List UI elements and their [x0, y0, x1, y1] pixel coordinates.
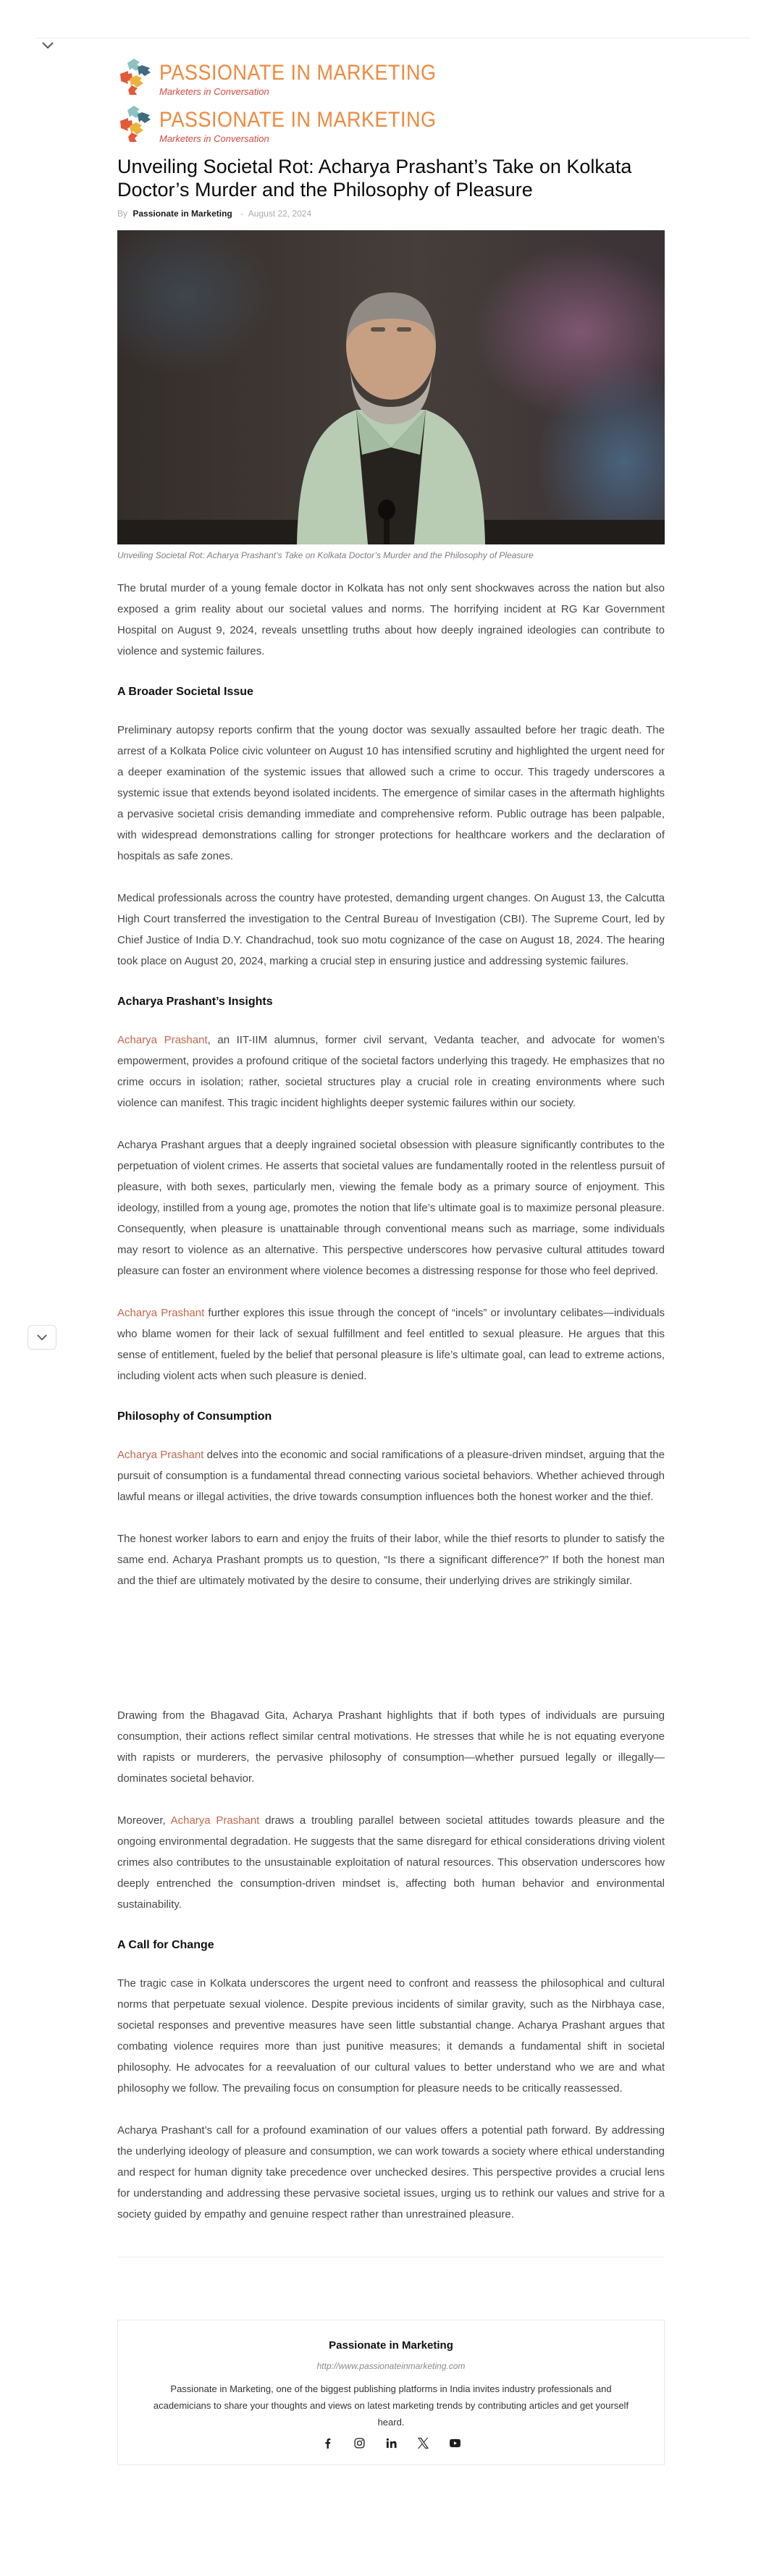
hero-figure — [117, 230, 665, 560]
author-box-bio: Passionate in Marketing, one of the biggest publishing platforms in India invites industry professionals and academicians to share your thoughts and views on latest marketing trends by contributing articles and get yourself heard. — [153, 2383, 629, 2428]
article-body — [117, 578, 665, 2225]
section-heading: A Broader Societal Issue — [117, 686, 253, 699]
image-caption: Unveiling Societal Rot: Acharya Prashant’s Take on Kolkata Doctor’s Murder and the Philosophy of Pleasure — [117, 550, 534, 561]
acharya-prashant-link[interactable]: Acharya Prashant — [117, 1307, 205, 1320]
article-paragraph: Drawing from the Bhagavad Gita, Acharya Prashant highlights that if both types of individuals are pursuing consumption, their actions reflect similar central motivations. He stresses that while he is not equating everyone with rapists or murderers, the pervasive philosophy of consumption—whether pursued legally or illegally—dominates societal behavior. — [117, 1709, 665, 1785]
pinwheel-arrows-logo-icon — [117, 105, 154, 143]
logo-title: PASSIONATE IN MARKETING — [159, 60, 437, 85]
article-paragraph: Preliminary autopsy reports confirm that the young doctor was sexually assaulted before her tragic death. The arrest of a Kolkata Police civic volunteer on August 10 has intensified scrutiny and highlighted the urgent need for a deeper examination of the systemic issues that allowed such a crime to occur. This tragedy underscores a systemic issue that extends beyond isolated incidents. The emergence of similar cases in the aftermath highlights a pervasive societal crisis demanding immediate and comprehensive reform. Public outrage has been palpable, with widespread demonstrations calling for stronger protections for healthcare workers and the declaration of hospitals as safe zones. — [117, 724, 665, 863]
byline-author-link[interactable]: Passionate in Marketing — [133, 209, 232, 219]
logo-tagline: Marketers in Conversation — [159, 133, 269, 144]
byline-date: August 22, 2024 — [248, 209, 312, 219]
article-paragraph: Acharya Prashant, an IIT-IIM alumnus, former civil servant, Vedanta teacher, and advocate for women’s empowerment, provides a profound critique of the societal factors underlying this tragedy. He emphasizes that no crime occurs in isolation; rather, societal structures play a crucial role in creating environments where such violence can manifest. This tragic incident highlights deeper systemic failures within our society. — [117, 1034, 665, 1110]
article-title: Unveiling Societal Rot: Acharya Prashant’s Take on Kolkata Doctor’s Murder and the Philosophy of Pleasure — [117, 156, 632, 201]
section-heading: Philosophy of Consumption — [117, 1410, 272, 1423]
article-paragraph: Medical professionals across the country have protested, demanding urgent changes. On August 13, the Calcutta High Court transferred the investigation to the Central Bureau of Investigation (CBI). The Supreme Court, led by Chief Justice of India D.Y. Chandrachud, took suo motu cognizance of the case on August 18, 2024. The hearing took place on August 20, 2024, marking a crucial step in ensuring justice and addressing systemic failures. — [117, 892, 665, 968]
collapse-button[interactable] — [28, 1325, 56, 1350]
article-paragraph: The tragic case in Kolkata underscores the urgent need to confront and reassess the philosophical and cultural norms that perpetuate sexual violence. Despite previous incidents of similar gravity, such as the Nirbhaya case, societal responses and preventive measures have seen little substantial change. Acharya Prashant argues that combating violence requires more than just punitive measures; it demands a fundamental shift in societal philosophy. He advocates for a reevaluation of our cultural values to better understand who we are and what philosophy we follow. The prevailing focus on consumption for pleasure needs to be critically reassessed. — [117, 1977, 665, 2095]
facebook-icon[interactable] — [322, 2438, 333, 2449]
article-paragraph: The honest worker labors to earn and enjoy the fruits of their labor, while the thief resorts to plunder to satisfy the same end. Acharya Prashant prompts us to question, “Is there a significant difference?” If both the honest man and the thief are ultimately motivated by the desire to consume, their underlying drives are strikingly similar. — [117, 1533, 665, 1588]
section-heading: Acharya Prashant’s Insights — [117, 996, 273, 1009]
byline-by-label: By — [117, 209, 128, 219]
chevron-down-icon — [37, 1334, 47, 1341]
empty-embed-area — [117, 1612, 665, 1705]
author-box-name[interactable]: Passionate in Marketing — [329, 2339, 453, 2352]
acharya-prashant-link[interactable]: Acharya Prashant — [170, 1814, 260, 1827]
acharya-prashant-link[interactable]: Acharya Prashant — [117, 1449, 204, 1462]
logo-title: PASSIONATE IN MARKETING — [159, 107, 437, 132]
article-paragraph: Moreover, Acharya Prashant draws a troubling parallel between societal attitudes towards pleasure and the ongoing environmental degradation. He suggests that the same disregard for ethical considerations driving violent crimes also contributes to the unsustainable exploitation of natural resources. This observation underscores how deeply entrenched the consumption-driven mindset is, affecting both human behavior and environmental sustainability. — [117, 1814, 665, 1911]
article-paragraph: Acharya Prashant’s call for a profound examination of our values offers a potential path forward. By addressing the underlying ideology of pleasure and consumption, we can work towards a society where ethical understanding and respect for human dignity take precedence over unchecked desires. This perspective provides a crucial lens for understanding and addressing these pervasive societal issues, urging us to rethink our values and strive for a society guided by empathy and genuine respect rather than unrestrained pleasure. — [117, 2124, 665, 2221]
byline — [117, 209, 665, 219]
author-social-row — [153, 2438, 629, 2449]
article-paragraph: Acharya Prashant delves into the economic and social ramifications of a pleasure-driven mindset, arguing that the pursuit of consumption is a fundamental thread connecting various societal behaviors. Whether achieved through lawful means or illegal activities, the drive towards consumption influences both the honest worker and the thief. — [117, 1449, 665, 1504]
hero-image — [117, 230, 665, 544]
byline-separator: - — [240, 209, 244, 219]
x-icon[interactable] — [418, 2438, 429, 2449]
instagram-icon[interactable] — [354, 2438, 365, 2449]
article-paragraph: The brutal murder of a young female doctor in Kolkata has not only sent shockwaves across the nation but also exposed a grim reality about our societal values and norms. The horrifying incident at RG Kar Government Hospital on August 9, 2024, reveals unsettling truths about how deeply ingrained ideologies can contribute to violence and systemic failures. — [117, 582, 665, 658]
article-paragraph: Acharya Prashant further explores this issue through the concept of “incels” or involuntary celibates—individuals who blame women for their lack of sexual fulfillment and feel entitled to sexual pleasure. He argues that this sense of entitlement, fueled by the belief that personal pleasure is life’s ultimate goal, can lead to extreme actions, including violent acts when such pleasure is denied. — [117, 1307, 665, 1383]
chevron-down-icon[interactable] — [42, 40, 54, 47]
pinwheel-arrows-logo-icon — [117, 58, 154, 96]
section-heading: A Call for Change — [117, 1939, 214, 1952]
youtube-icon[interactable] — [450, 2438, 461, 2449]
acharya-prashant-link[interactable]: Acharya Prashant — [117, 1034, 208, 1047]
site-logo[interactable] — [117, 58, 665, 97]
site-logo-duplicate[interactable] — [117, 105, 665, 144]
author-box — [117, 2320, 665, 2465]
logo-tagline: Marketers in Conversation — [159, 86, 269, 97]
author-box-url-link[interactable]: http://www.passionateinmarketing.com — [316, 2361, 466, 2372]
article-paragraph: Acharya Prashant argues that a deeply ingrained societal obsession with pleasure significantly contributes to the perpetuation of violent crimes. He asserts that societal values are fundamentally rooted in the relentless pursuit of pleasure, with both sexes, particularly men, viewing the female body as a primary source of enjoyment. This ideology, instilled from a young age, promotes the notion that life’s ultimate goal is to maximize personal pleasure. Consequently, when pleasure is unattainable through conventional means such as marriage, some individuals may resort to violence as an alternative. This perspective underscores how pervasive cultural attitudes toward pleasure can foster an environment where violence becomes a distressing response for those who feel deprived. — [117, 1139, 665, 1278]
linkedin-icon[interactable] — [386, 2438, 397, 2449]
